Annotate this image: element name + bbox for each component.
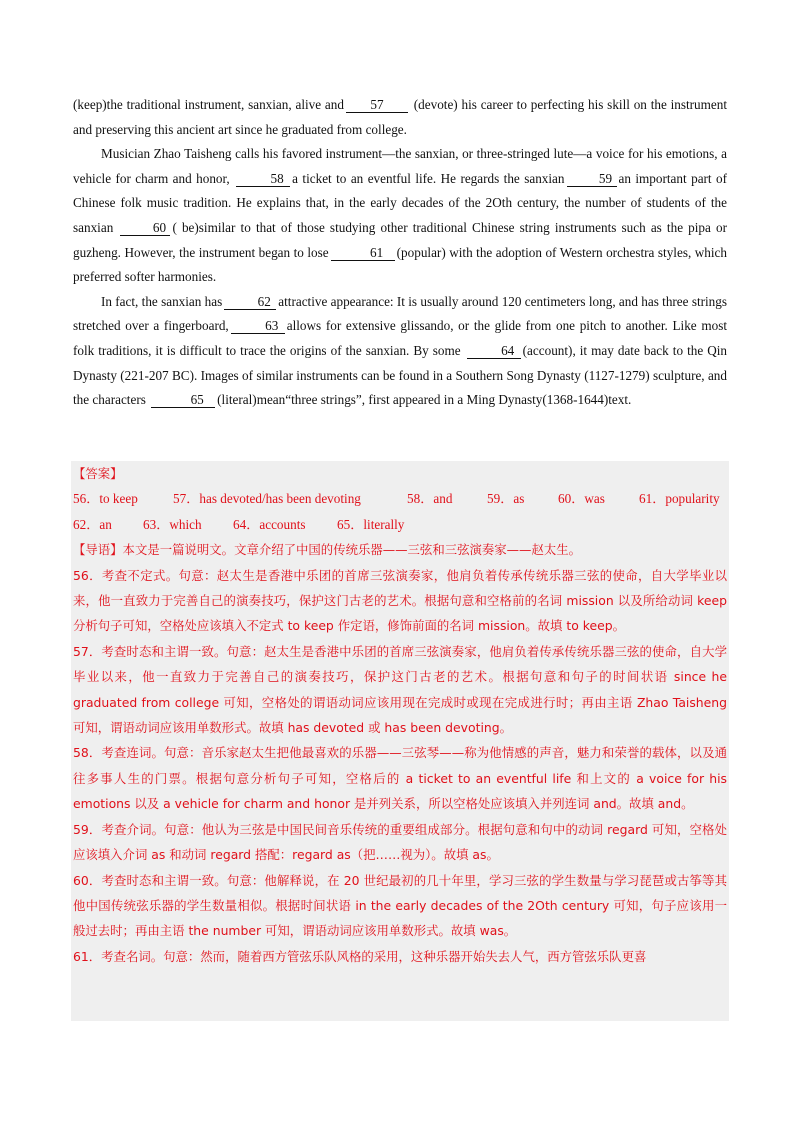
- passage-paragraph-1: [73, 93, 727, 142]
- passage-text: attractive appearance: It is usually around 120 centimeters long, and has three strings stretched over a fingerboard,: [73, 293, 727, 334]
- blank-62: 62: [224, 294, 276, 310]
- blank-58: 58: [236, 171, 290, 187]
- blank-60: 60: [120, 220, 170, 236]
- passage-text: (account), it may date back to the Qin Dynasty (221-207 BC). Images of similar instruments can be found in a Southern Song Dynasty (1127-1279) sculpture, and the characters: [73, 342, 727, 408]
- passage: [73, 93, 727, 413]
- passage-text: ( be)similar to that of those studying other traditional Chinese string instruments such as the pipa or guzheng. However, the instrument began to lose: [73, 219, 727, 260]
- passage-text: In fact, the sanxian has: [101, 293, 223, 309]
- explanation-61: 61．考查名词。句意：然而，随着西方管弦乐队风格的采用，这种乐器开始失去人气，西方管弦乐队更喜: [73, 948, 647, 964]
- passage-text: a ticket to an eventful life. He regards the sanxian: [292, 170, 565, 186]
- answer-62: 62．an: [73, 516, 112, 532]
- blank-61: 61: [331, 245, 395, 261]
- answer-heading: 【答案】: [73, 466, 123, 481]
- answer-60: 60．was: [558, 491, 605, 507]
- answer-58: 58．and: [407, 491, 453, 507]
- answer-56: 56．to keep: [73, 491, 138, 507]
- answer-key-row-2: [73, 512, 727, 537]
- explanation-60: 60．考查时态和主谓一致。句意：他解释说，在 20 世纪最初的几十年里，学习三弦的学生数量与学习琵琶或古筝等其他中国传统弦乐器的学生数量相似。根据时间状语 in the early decades of the 2Oth century 可知，句子应该用一般过去时；再由主语 the number 可知，谓语动词应该用单数形式。故填 was。: [73, 872, 727, 939]
- answer-64: 64．accounts: [233, 516, 306, 532]
- blank-64: 64: [467, 343, 521, 359]
- answer-63: 63．which: [143, 516, 202, 532]
- passage-text: (devote) his career to perfecting his skill on the instrument and preserving this ancient art since he graduated from college.: [73, 97, 728, 137]
- blank-59: 59: [567, 171, 617, 187]
- blank-57: 57: [346, 97, 408, 113]
- answer-key-row-1: [73, 486, 727, 511]
- passage-text: (keep)the traditional instrument, sanxian, alive and: [73, 97, 344, 112]
- explanation-59: 59．考查介词。句意：他认为三弦是中国民间音乐传统的重要组成部分。根据句意和句中的动词 regard 可知，空格处应该填入介词 as 和动词 regard 搭配：regard as（把……视为）。故填 as。: [73, 821, 727, 863]
- blank-65: 65: [151, 392, 215, 408]
- passage-paragraph-3: [73, 290, 727, 413]
- passage-text: an important part of Chinese folk music tradition. He explains that, in the early decades of the 2Oth century, the number of students of the sanxian: [73, 170, 728, 235]
- explanation-56: 56．考查不定式。句意：赵太生是香港中乐团的首席三弦演奏家，他肩负着传承传统乐器三弦的使命，自大学毕业以来，他一直致力于完善自己的演奏技巧，保护这门古老的艺术。根据句意和空格前的名词 mission 以及所给动词 keep 分析句子可知，空格处应该填入不定式 to keep 作定语，修饰前面的名词 mission。故填 to keep。: [73, 567, 727, 634]
- answer-65: 65．literally: [337, 516, 405, 532]
- answer-57: 57．has devoted/has been devoting: [173, 491, 361, 507]
- blank-63: 63: [231, 318, 285, 334]
- passage-text: (popular) with the adoption of Western orchestra styles, which preferred softer harmonies.: [73, 244, 727, 285]
- explanation-58: 58．考查连词。句意：音乐家赵太生把他最喜欢的乐器——三弦琴——称为他情感的声音，魅力和荣誉的载体，以及通往多事人生的门票。根据句意分析句子可知，空格后的 a ticket to an eventful life 和上文的 a voice for his emotions 以及 a vehicle for charm and honor 是并列关系，所以空格处应该填入并列连词 and。故填 and。: [73, 745, 727, 812]
- guide-intro: 【导语】本文是一篇说明文。文章介绍了中国的传统乐器——三弦和三弦演奏家——赵太生。: [73, 542, 582, 558]
- passage-paragraph-2: [73, 142, 727, 290]
- passage-text: (literal)mean“three strings”, first appeared in a Ming Dynasty(1368-1644)text.: [217, 392, 632, 408]
- answer-59: 59．as: [487, 491, 525, 507]
- explanation-57: 57．考查时态和主谓一致。句意：赵太生是香港中乐团的首席三弦演奏家，他肩负着传承传统乐器三弦的使命，自大学毕业以来，他一直致力于完善自己的演奏技巧，保护这门古老的艺术。根据句意和句子的时间状语 since he graduated from college 可知，空格处的谓语动词应该用现在完成时或现在完成进行时；再由主语 Zhao Taisheng 可知，谓语动词应该用单数形式。故填 has devoted 或 has been devoting。: [73, 643, 727, 736]
- passage-text: allows for extensive glissando, or the glide from one pitch to another. Like most folk traditions, it is difficult to trace the origins of the sanxian. By some: [73, 318, 727, 358]
- passage-text: Musician Zhao Taisheng calls his favored instrument—the sanxian, or three-stringed lute—a voice for his emotions, a vehicle for charm and honor,: [73, 146, 727, 186]
- answer-section: [71, 461, 729, 1021]
- answer-61: 61．popularity: [639, 491, 720, 507]
